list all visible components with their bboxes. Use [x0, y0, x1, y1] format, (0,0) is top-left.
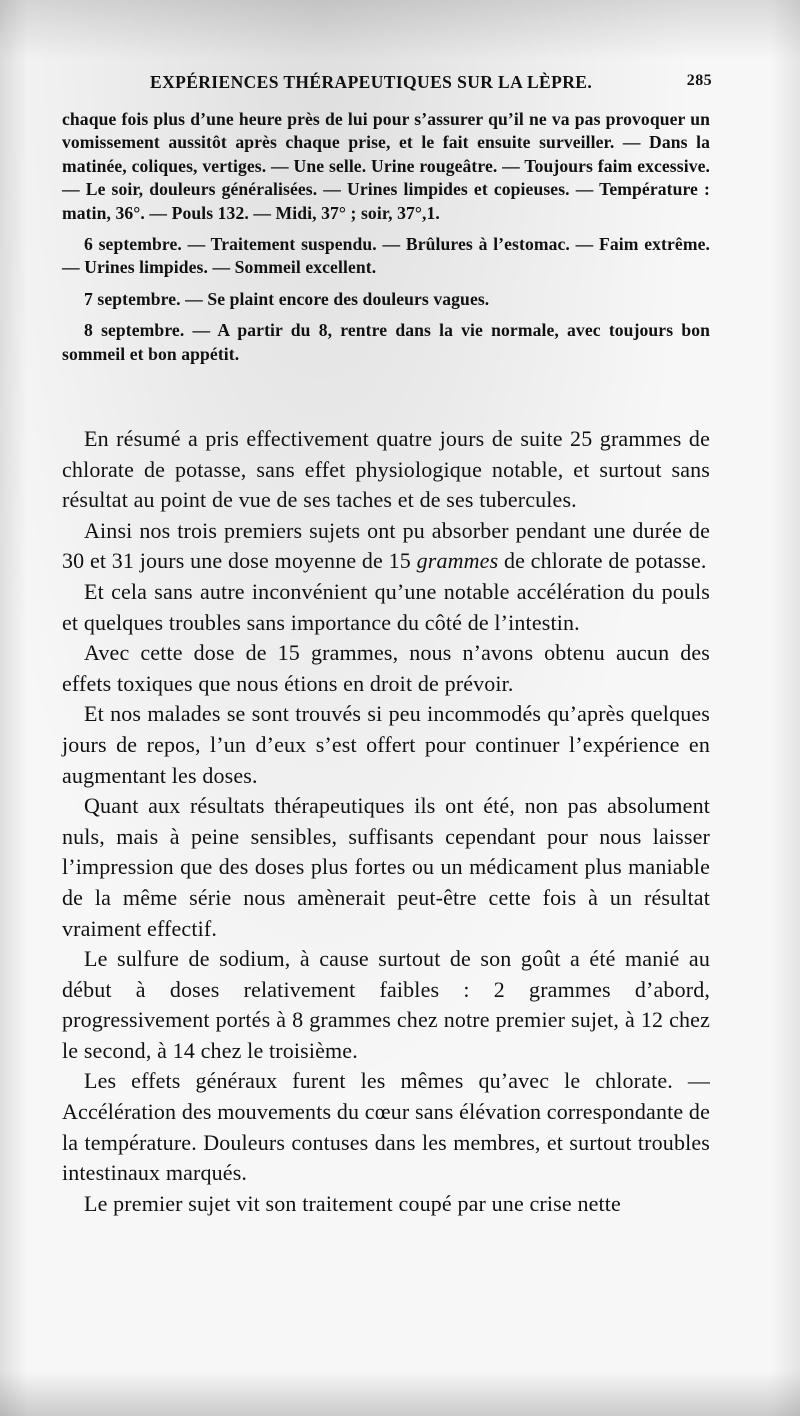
case-notes [62, 108, 710, 374]
paragraph-sulfure: Le sulfure de sodium, à cause surtout de son goût a été manié au début à doses relativement faibles : 2 grammes d’abord, progressivement portés à 8 grammes chez notre premier sujet, à 12 chez le second, à 14 chez le troisième. [62, 946, 710, 1063]
paragraph-inconvenient: Et cela sans autre inconvénient qu’une notable accélération du pouls et quelques troubles sans importance du côté de l’intestin. [62, 578, 710, 635]
italic-grammes: grammes [416, 548, 499, 574]
page-number: 285 [686, 72, 712, 89]
paragraph-trois-sujets-text-2: de chlorate de potasse. [498, 548, 707, 574]
paragraph-trois-sujets-text-1: Ainsi nos trois premiers sujets ont pu absorber pendant une durée de 30 et 31 jours une dose moyenne de 15 [62, 517, 710, 574]
main-text [62, 424, 710, 1219]
paragraph-premier-sujet: Le premier sujet vit son traitement coupé par une crise nette [84, 1190, 621, 1216]
paragraph-dose-15: Avec cette dose de 15 grammes, nous n’avons obtenu aucun des effets toxiques que nous étions en droit de prévoir. [62, 640, 710, 696]
case-note-8-septembre: 8 septembre. — A partir du 8, rentre dans la vie normale, avec toujours bon sommeil et bon appétit. [62, 320, 710, 364]
paragraph-resultats: Quant aux résultats thérapeutiques ils ont été, non pas absolument nuls, mais à peine sensibles, suffisants cependant pour nous laisser l’impression que des doses plus fortes ou un médicament plus maniable de la même série nous amènerait peut-être cette fois à un résultat vraiment effectif. [62, 793, 710, 941]
paragraph-resume: En résumé a pris effectivement quatre jours de suite 25 grammes de chlorate de potasse, sans effet physiologique notable, et surtout sans résultat au point de vue de ses taches et de ses tubercules. [62, 426, 710, 513]
case-note-7-septembre: 7 septembre. — Se plaint encore des douleurs vagues. [84, 288, 490, 309]
paragraph-malades: Et nos malades se sont trouvés si peu incommodés qu’après quelques jours de repos, l’un d’eux s’est offert pour continuer l’expérience en augmentant les doses. [62, 701, 710, 788]
paragraph-trois-sujets [62, 516, 710, 577]
paragraph-effets-generaux: Les effets généraux furent les mêmes qu’avec le chlorate. — Accélération des mouvements du cœur sans élévation correspondante de la température. Douleurs contuses dans les membres, et surtout troubles intestinaux marqués. [62, 1068, 710, 1186]
running-title: EXPÉRIENCES THÉRAPEUTIQUES SUR LA LÈPRE. [150, 72, 593, 92]
case-note-continuation: chaque fois plus d’une heure près de lui pour s’assurer qu’il ne va pas provoquer un vomissement aussitôt après chaque prise, et le fait ensuite surveiller. — Dans la matinée, coliques, vertiges. — Une selle. Urine rougeâtre. — Toujours faim excessive. — Le soir, douleurs généralisées. — Urines limpides et copieuses. — Température : matin, 36°. — Pouls 132. — Midi, 37° ; soir, 37°,1. [62, 109, 710, 223]
running-head [62, 72, 712, 100]
case-note-6-septembre: 6 septembre. — Traitement suspendu. — Brûlures à l’estomac. — Faim extrême. — Urines limpides. — Sommeil excellent. [62, 234, 710, 278]
